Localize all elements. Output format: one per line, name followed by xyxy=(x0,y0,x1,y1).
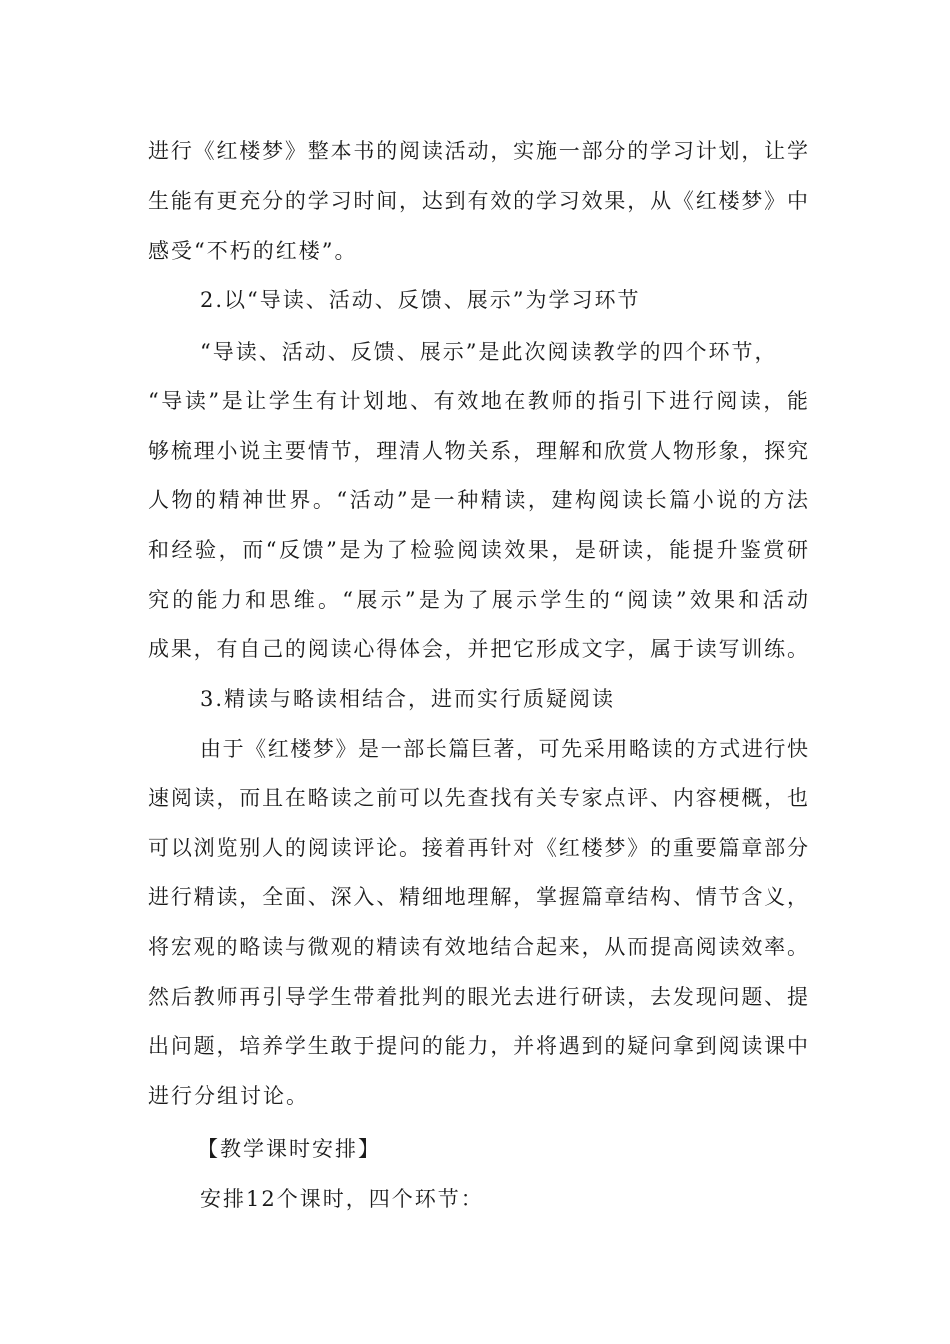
body-text-line: 进行《红楼梦》整本书的阅读活动，实施一部分的学习计划，让学 xyxy=(148,139,808,163)
body-text-line: 可以浏览别人的阅读评论。接着再针对《红楼梦》的重要篇章部分 xyxy=(148,836,808,860)
body-text-line: “导读、活动、反馈、展示”是此次阅读教学的四个环节， xyxy=(200,340,778,364)
body-text-line: 和经验，而“反馈”是为了检验阅读效果，是研读，能提升鉴赏研 xyxy=(148,538,808,562)
body-text-line: 速阅读，而且在略读之前可以先查找有关专家点评、内容梗概，也 xyxy=(148,786,808,810)
section-heading: 3.精读与略读相结合，进而实行质疑阅读 xyxy=(200,687,616,711)
body-text-line: 安排12个课时，四个环节： xyxy=(200,1187,484,1211)
body-text-line: 感受“不朽的红楼”。 xyxy=(148,239,358,263)
body-text-line: 够梳理小说主要情节，理清人物关系，理解和欣赏人物形象，探究 xyxy=(148,439,808,463)
body-text-line: 由于《红楼梦》是一部长篇巨著，可先采用略读的方式进行快 xyxy=(200,737,808,761)
body-text-line: 然后教师再引导学生带着批判的眼光去进行研读，去发现问题、提 xyxy=(148,985,808,1009)
body-text-line: 成果，有自己的阅读心得体会，并把它形成文字，属于读写训练。 xyxy=(148,637,808,661)
body-text-line: 将宏观的略读与微观的精读有效地结合起来，从而提高阅读效率。 xyxy=(148,935,808,959)
body-text-line: 人物的精神世界。“活动”是一种精读，建构阅读长篇小说的方法 xyxy=(148,488,808,512)
section-heading: 2.以“导读、活动、反馈、展示”为学习环节 xyxy=(200,288,641,312)
body-text-line: 进行分组讨论。 xyxy=(148,1084,309,1108)
body-text-line: 生能有更充分的学习时间，达到有效的学习效果，从《红楼梦》中 xyxy=(148,189,808,213)
body-text-line: “导读”是让学生有计划地、有效地在教师的指引下进行阅读，能 xyxy=(148,389,808,413)
body-text-line: 进行精读，全面、深入、精细地理解，掌握篇章结构、情节含义， xyxy=(148,885,808,909)
body-text-line: 出问题，培养学生敢于提问的能力，并将遇到的疑问拿到阅读课中 xyxy=(148,1034,808,1058)
body-text-line: 究的能力和思维。“展示”是为了展示学生的“阅读”效果和活动 xyxy=(148,588,808,612)
section-heading: 【教学课时安排】 xyxy=(197,1137,381,1161)
